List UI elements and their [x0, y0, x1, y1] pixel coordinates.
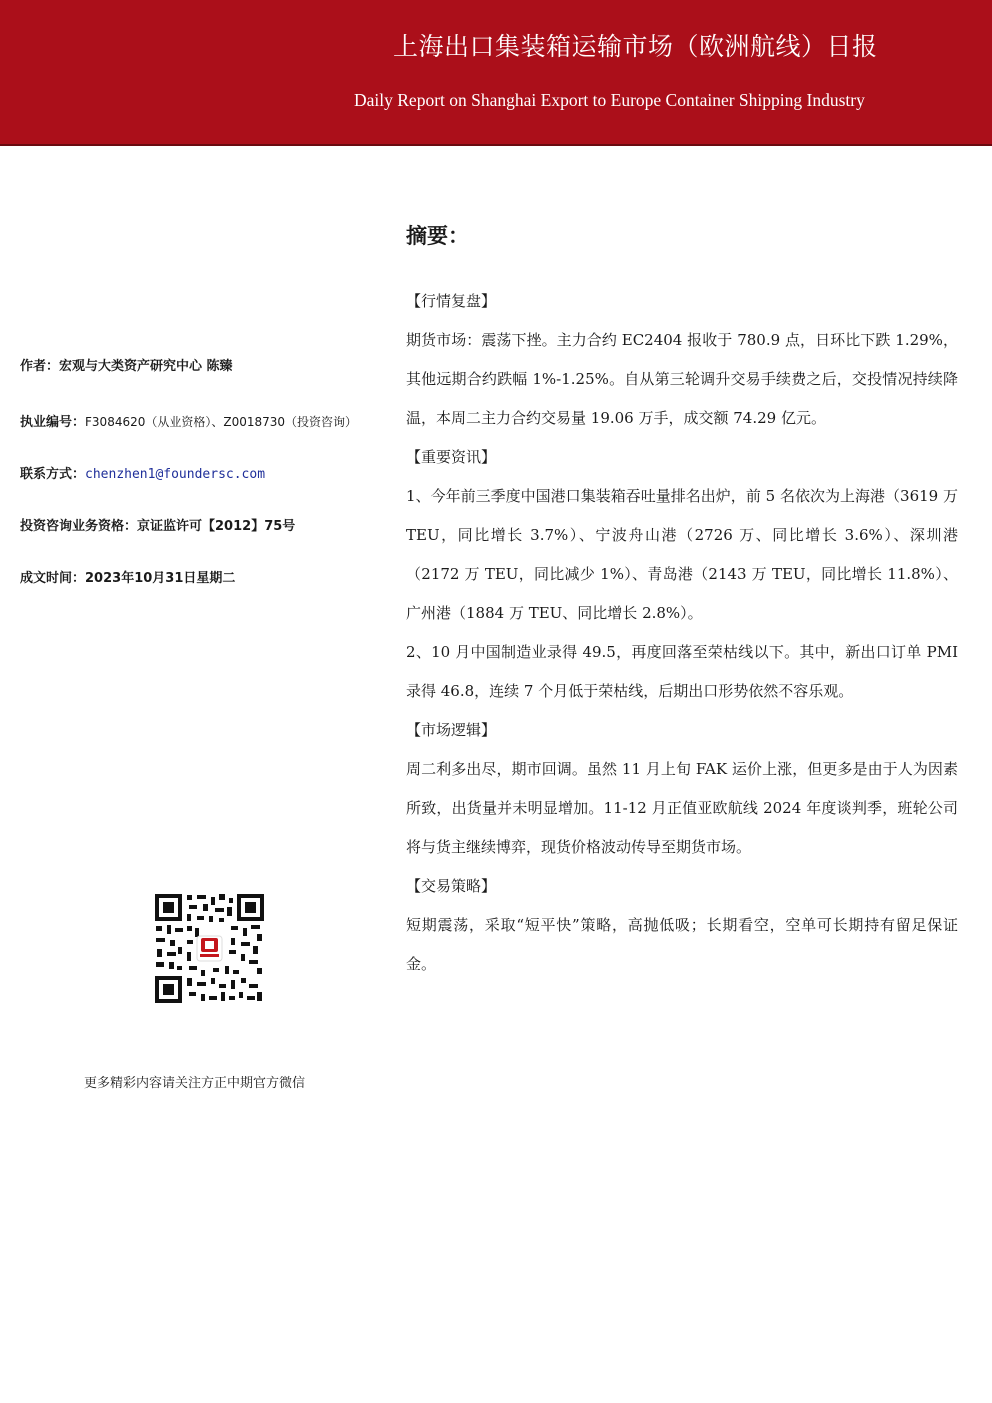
summary-title: 摘要： [406, 224, 469, 248]
qr-caption: 更多精彩内容请关注方正中期官方微信 [84, 1076, 306, 1091]
license-value: F3084620（从业资格）、Z0018730（投资咨询） [85, 415, 358, 429]
author-label: 作者： [20, 359, 60, 374]
section-heading-market-review: 【行情复盘】 [406, 292, 497, 310]
summary-body [406, 282, 958, 984]
contact-email-link[interactable]: chenzhen1@foundersc.com [85, 467, 266, 482]
paragraph-trading-strategy: 短期震荡，采取“短平快”策略，高抛低吸；长期看空，空单可长期持有留足保证金。 [406, 916, 958, 973]
date-label: 成文时间： [20, 571, 86, 586]
paragraph-market-review: 期货市场：震荡下挫。主力合约 EC2404 报收于 780.9 点，日环比下跌 1.29%，其他远期合约跌幅 1%-1.25%。自从第三轮调升交易手续费之后，交投情况持续降温，本周二主力合约交易量 19.06 万手，成交额 74.29 亿元。 [406, 331, 958, 427]
author-value: 宏观与大类资产研究中心 陈臻 [59, 359, 233, 374]
license-label: 执业编号： [20, 415, 86, 430]
report-title-cn: 上海出口集装箱运输市场（欧洲航线）日报 [393, 32, 878, 61]
license-line [20, 411, 357, 430]
qualification-label: 投资咨询业务资格： [20, 519, 138, 534]
paragraph-key-news-1: 1、今年前三季度中国港口集装箱吞吐量排名出炉，前 5 名依次为上海港（3619 万 TEU，同比增长 3.7%）、宁波舟山港（2726 万、同比增长 3.6%）、深圳港（2172 万 TEU，同比减少 1%）、青岛港（2143 万 TEU，同比增长 11.8%）、广州港（1884 万 TEU、同比增长 2.8%）。 [406, 487, 958, 622]
author-line [20, 355, 233, 374]
date-value: 2023年10月31日星期二 [85, 571, 236, 586]
qualification-value: 京证监许可【2012】75号 [137, 519, 296, 534]
paragraph-market-logic: 周二利多出尽，期市回调。虽然 11 月上旬 FAK 运价上涨，但更多是由于人为因素所致，出货量并未明显增加。11-12 月正值亚欧航线 2024 年度谈判季，班轮公司将与货主继续博弈，现货价格波动传导至期货市场。 [406, 760, 958, 856]
contact-line [20, 463, 265, 482]
report-title-en: Daily Report on Shanghai Export to Europe Container Shipping Industry [354, 90, 865, 110]
contact-label: 联系方式： [20, 467, 86, 482]
header-banner [0, 0, 992, 146]
paragraph-key-news-2: 2、10 月中国制造业录得 49.5，再度回落至荣枯线以下。其中，新出口订单 PMI 录得 46.8，连续 7 个月低于荣枯线，后期出口形势依然不容乐观。 [406, 643, 958, 700]
wechat-qr-code-icon [153, 892, 266, 1005]
section-heading-market-logic: 【市场逻辑】 [406, 721, 497, 739]
qualification-line [20, 515, 295, 534]
section-heading-key-news: 【重要资讯】 [406, 448, 497, 466]
date-line [20, 567, 235, 586]
section-heading-trading-strategy: 【交易策略】 [406, 877, 497, 895]
